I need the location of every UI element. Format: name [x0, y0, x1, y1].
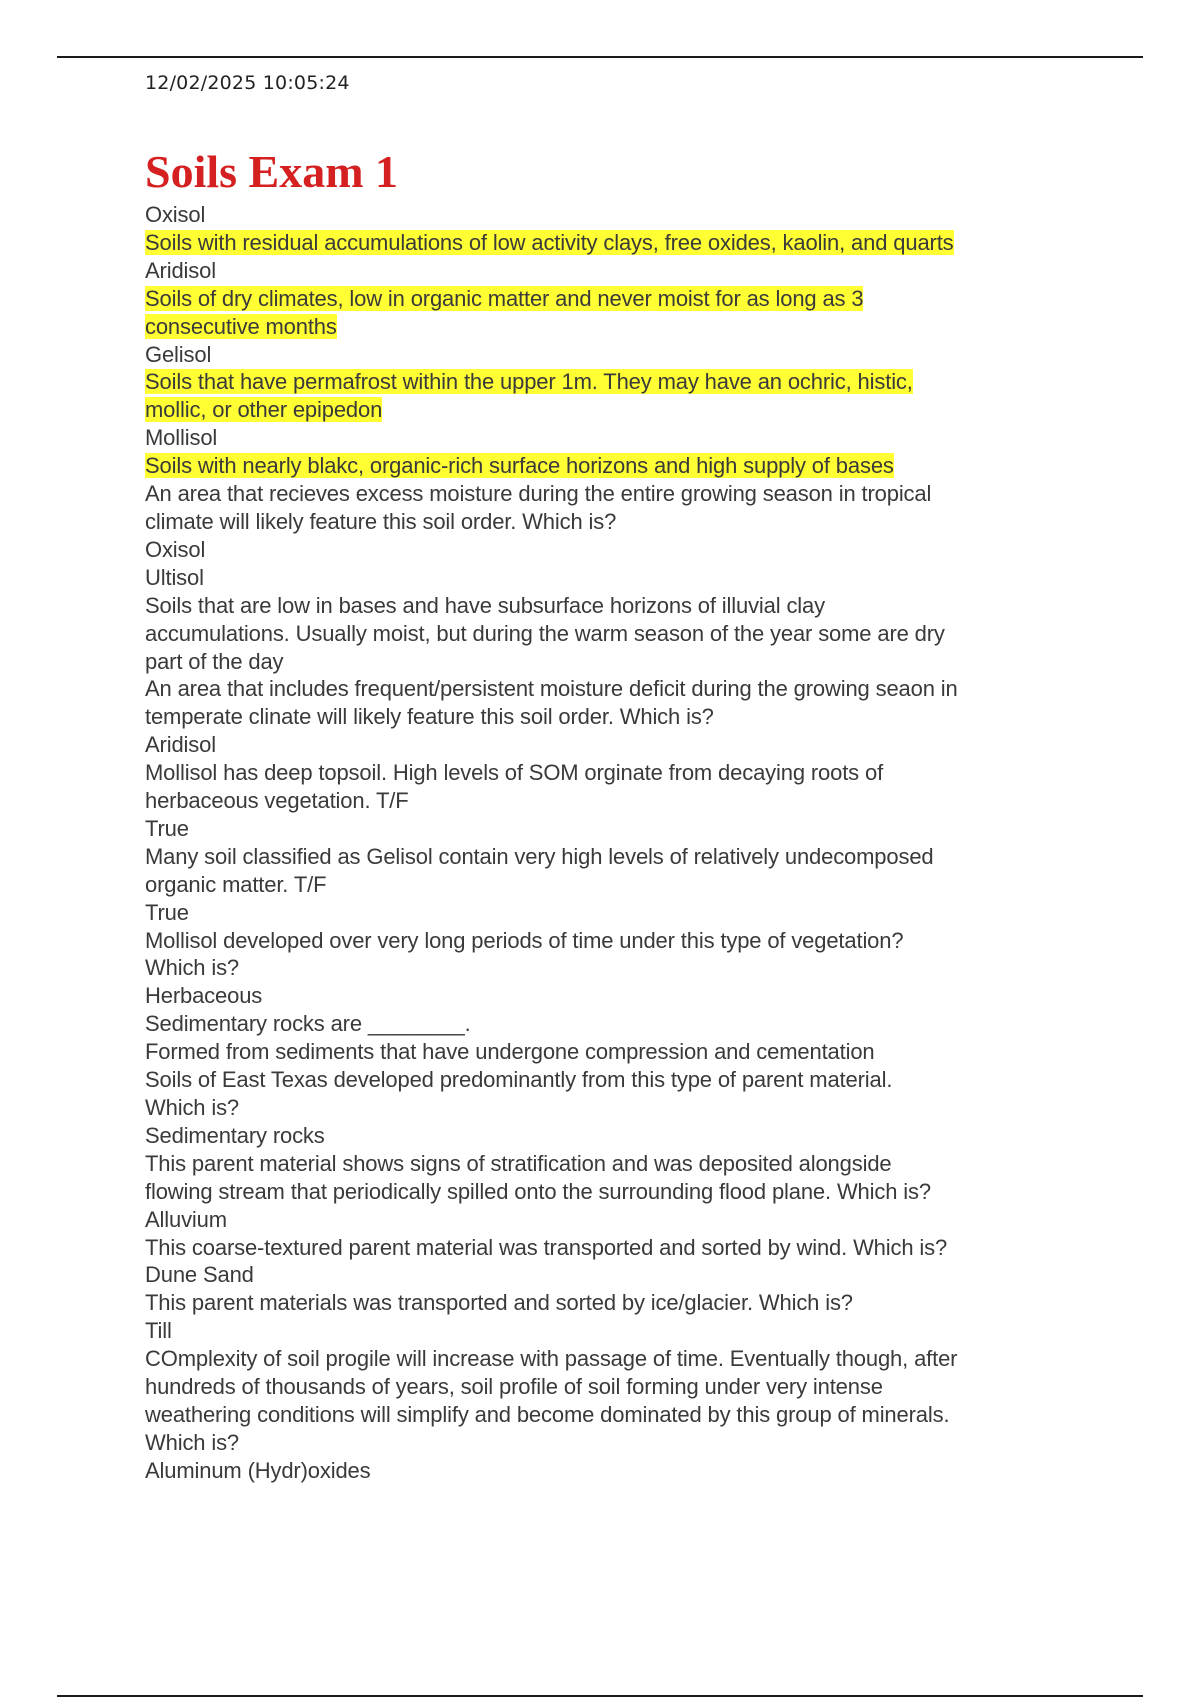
line-text: part of the day [145, 648, 284, 674]
document-line [145, 1289, 1070, 1317]
document-line [145, 843, 1070, 871]
document-line [145, 424, 1070, 452]
document-line [145, 1234, 1070, 1262]
line-text: climate will likely feature this soil order. Which is? [145, 508, 617, 534]
document-line [145, 508, 1070, 536]
document-line [145, 759, 1070, 787]
line-text: An area that recieves excess moisture during the entire growing season in tropical [145, 481, 932, 507]
line-text: This coarse-textured parent material was transported and sorted by wind. Which is? [145, 1234, 948, 1260]
document-line [145, 871, 1070, 899]
document-line [145, 1457, 1070, 1485]
document-line [145, 731, 1070, 759]
line-text: Which is? [145, 1429, 240, 1455]
line-text: organic matter. T/F [145, 871, 327, 897]
line-text: Many soil classified as Gelisol contain very high levels of relatively undecomposed [145, 843, 934, 869]
line-text: weathering conditions will simplify and become dominated by this group of minerals. [145, 1401, 950, 1427]
footer-rule [57, 1695, 1143, 1697]
document-line [145, 675, 1070, 703]
line-text: True [145, 899, 189, 925]
line-text: COmplexity of soil progile will increase with passage of time. Eventually though, after [145, 1346, 958, 1372]
line-text: accumulations. Usually moist, but during the warm season of the year some are dry [145, 620, 945, 646]
line-text: hundreds of thousands of years, soil profile of soil forming under very intense [145, 1374, 883, 1400]
line-text: Aridisol [145, 257, 216, 283]
document-line [145, 1401, 1070, 1429]
line-text: Which is? [145, 955, 240, 981]
highlighted-text: Soils with residual accumulations of low activity clays, free oxides, kaolin, and quarts [145, 229, 954, 255]
line-text: Alluvium [145, 1206, 227, 1232]
document-line [145, 1206, 1070, 1234]
line-text: Mollisol [145, 425, 218, 451]
document-line [145, 536, 1070, 564]
document-line [145, 982, 1070, 1010]
document-line [145, 592, 1070, 620]
document-line [145, 787, 1070, 815]
line-text: Ultisol [145, 564, 204, 590]
header-rule [57, 56, 1143, 58]
line-text: True [145, 815, 189, 841]
line-text: Oxisol [145, 202, 206, 227]
document-line [145, 899, 1070, 927]
line-text: Herbaceous [145, 983, 263, 1009]
line-text: Mollisol has deep topsoil. High levels of SOM orginate from decaying roots of [145, 760, 884, 786]
line-text: Which is? [145, 1095, 240, 1120]
document-line [145, 648, 1070, 676]
line-text: Gelisol [145, 341, 212, 367]
line-text: Formed from sediments that have undergone compression and cementation [145, 1039, 875, 1065]
line-text: Sedimentary rocks [145, 1122, 325, 1148]
document-line [145, 257, 1070, 285]
document-line [145, 396, 1070, 424]
document-line [145, 703, 1070, 731]
document-body [145, 201, 1070, 1485]
highlighted-text: Soils that have permafrost within the upper 1m. They may have an ochric, histic, [145, 369, 913, 395]
document-line [145, 564, 1070, 592]
document-line [145, 1010, 1070, 1038]
line-text: Oxisol [145, 536, 206, 562]
document-line [145, 229, 1070, 257]
document-line [145, 1122, 1070, 1150]
line-text: Soils of East Texas developed predominantly from this type of parent material. [145, 1067, 893, 1093]
line-text: An area that includes frequent/persistent moisture deficit during the growing seaon in [145, 676, 958, 702]
line-text: Till [145, 1318, 172, 1344]
document-line [145, 480, 1070, 508]
document-line [145, 313, 1070, 341]
line-text: This parent materials was transported and sorted by ice/glacier. Which is? [145, 1290, 853, 1316]
line-text: Aridisol [145, 732, 216, 758]
document-line [145, 1345, 1070, 1373]
document-line [145, 452, 1070, 480]
document-line [145, 815, 1070, 843]
document-line [145, 368, 1070, 396]
line-text: Mollisol developed over very long periods of time under this type of vegetation? [145, 927, 904, 953]
document-line [145, 1373, 1070, 1401]
line-text: Soils that are low in bases and have subsurface horizons of illuvial clay [145, 592, 825, 618]
document-line [145, 1317, 1070, 1345]
line-text: Aluminum (Hydr)oxides [145, 1457, 371, 1483]
highlighted-text: mollic, or other epipedon [145, 397, 383, 423]
document-line [145, 1150, 1070, 1178]
document-line [145, 927, 1070, 955]
document-line [145, 1261, 1070, 1289]
line-text: Dune Sand [145, 1262, 254, 1288]
document-line [145, 1178, 1070, 1206]
line-text: herbaceous vegetation. T/F [145, 788, 409, 814]
timestamp: 12/02/2025 10:05:24 [145, 72, 350, 94]
document-line [145, 620, 1070, 648]
document-line [145, 285, 1070, 313]
highlighted-text: consecutive months [145, 313, 337, 339]
document-line [145, 1094, 1070, 1122]
document-line [145, 1038, 1070, 1066]
line-text: temperate clinate will likely feature this soil order. Which is? [145, 704, 714, 730]
line-text: This parent material shows signs of stratification and was deposited alongside [145, 1150, 892, 1176]
line-text: flowing stream that periodically spilled onto the surrounding flood plane. Which is? [145, 1178, 931, 1204]
document-line [145, 341, 1070, 369]
page-title: Soils Exam 1 [145, 146, 399, 197]
highlighted-text: Soils with nearly blakc, organic-rich surface horizons and high supply of bases [145, 453, 894, 479]
document-line [145, 201, 1070, 229]
highlighted-text: Soils of dry climates, low in organic matter and never moist for as long as 3 [145, 285, 864, 311]
line-text: Sedimentary rocks are ________. [145, 1011, 471, 1037]
document-line [145, 954, 1070, 982]
document-line [145, 1429, 1070, 1457]
document-line [145, 1066, 1070, 1094]
